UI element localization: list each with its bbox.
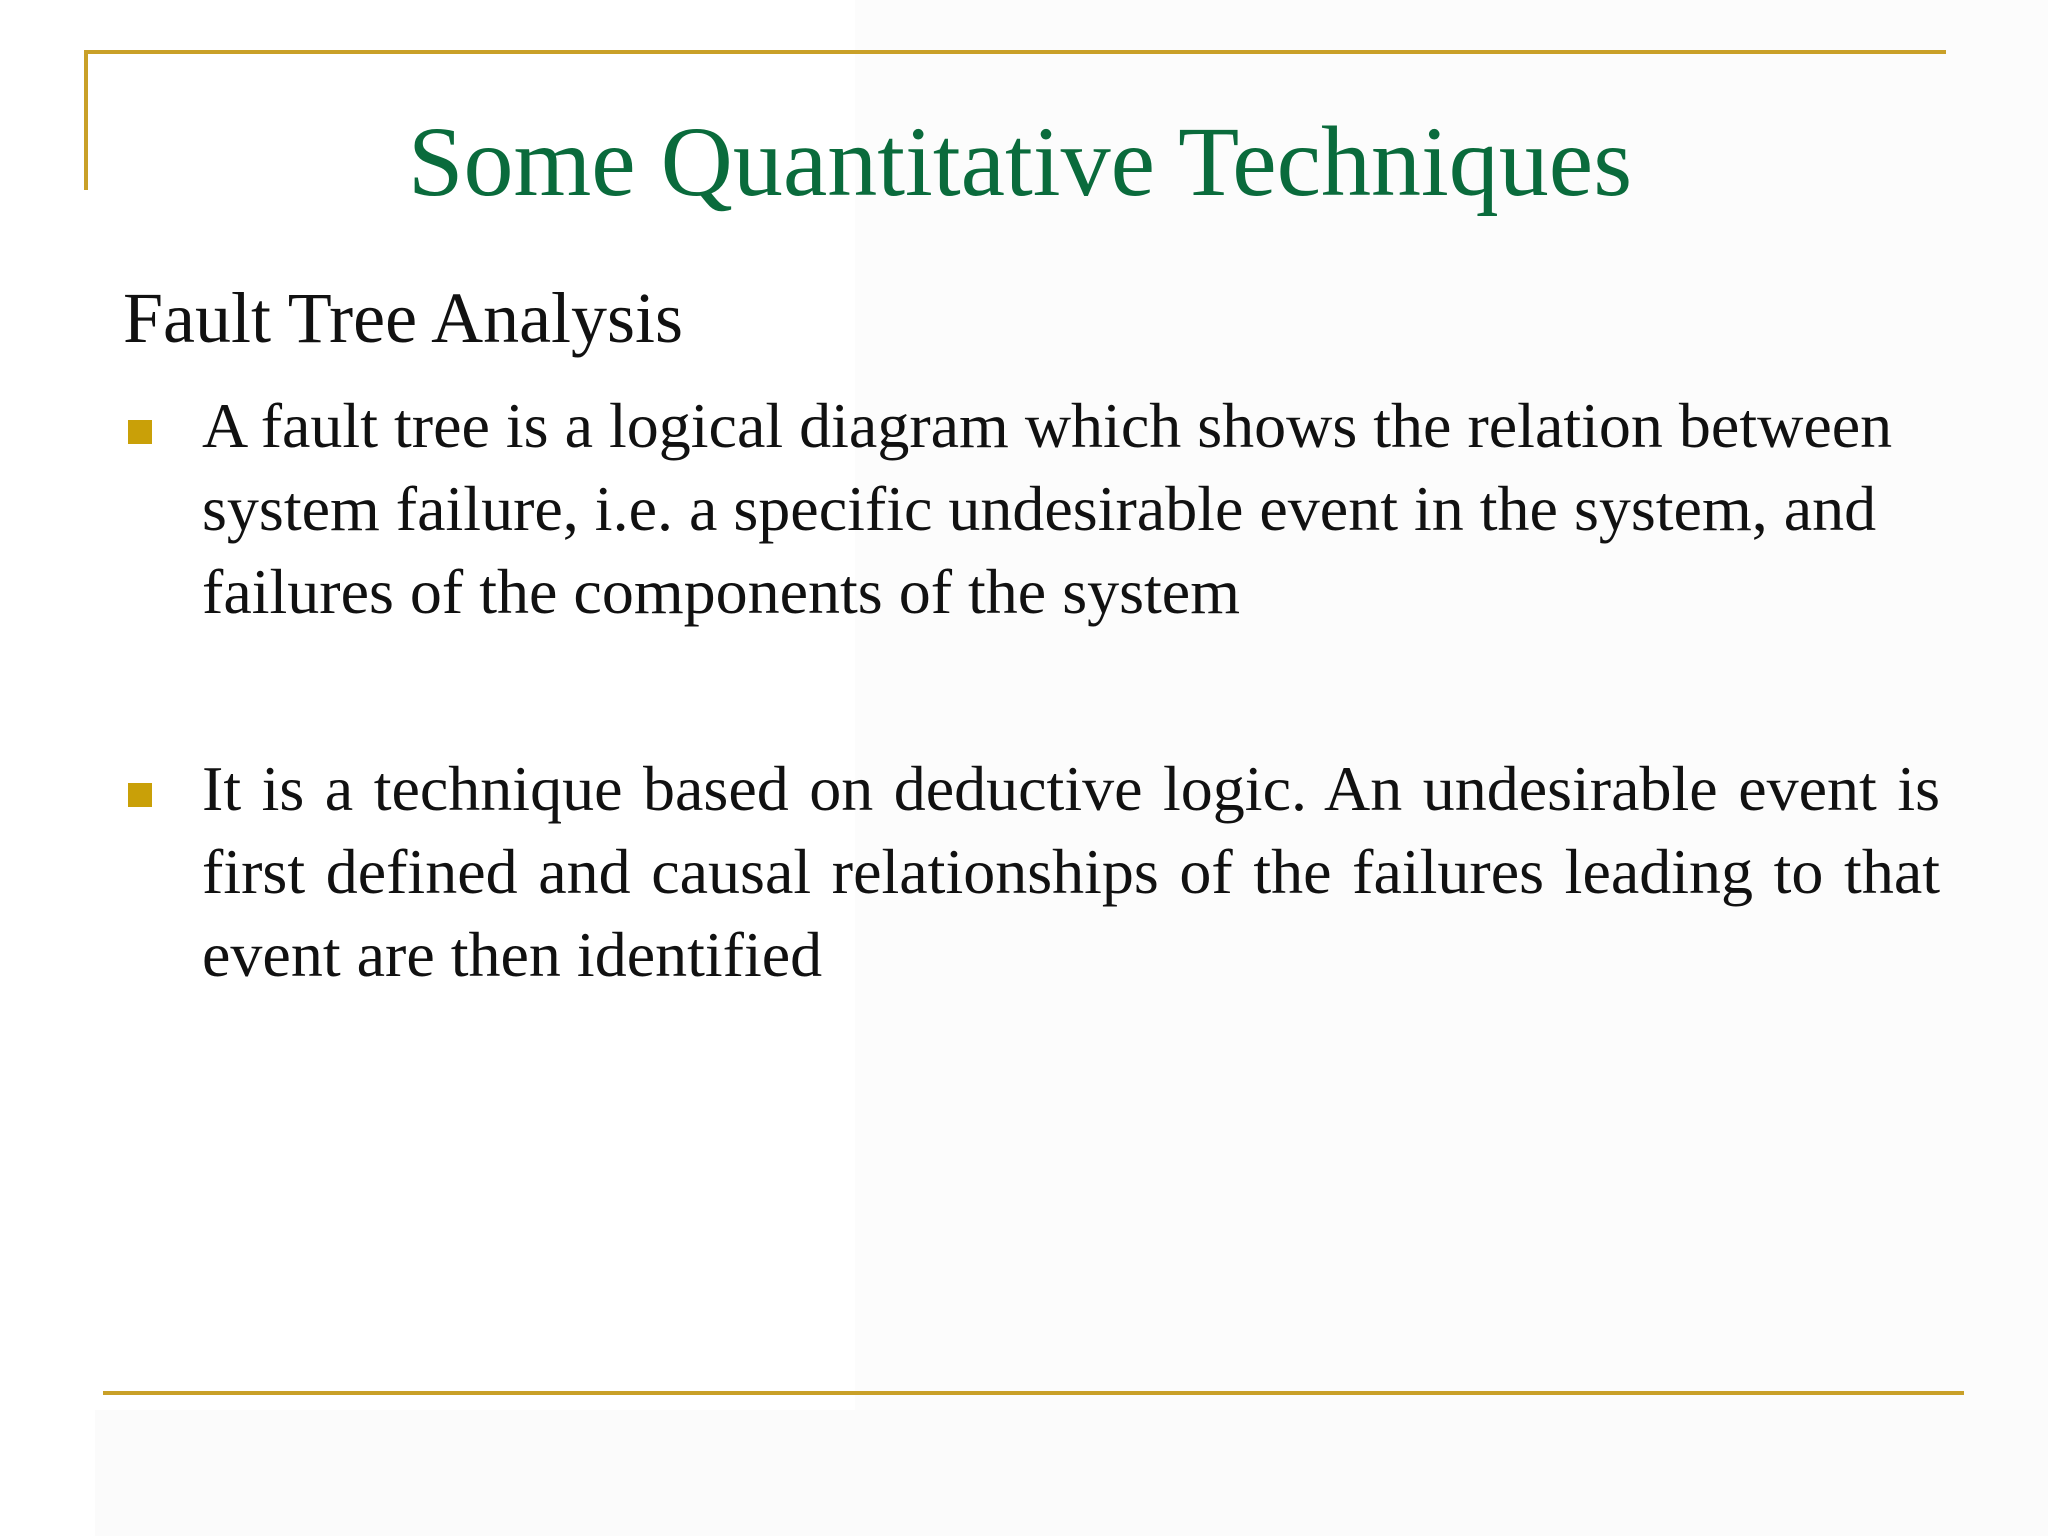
top-accent-line — [84, 50, 1946, 54]
section-heading: Fault Tree Analysis — [123, 278, 684, 358]
bullet-text: A fault tree is a logical diagram which shows the relation between system failure, i.e. a specific undesirable event in the system, and failures of the components of the system — [202, 390, 1893, 627]
square-bullet-icon — [128, 783, 152, 807]
slide-title: Some Quantitative Techniques — [407, 106, 1633, 217]
bottom-accent-line — [103, 1391, 1964, 1395]
background-shade-footer — [95, 1410, 2048, 1536]
square-bullet-icon — [128, 420, 152, 444]
bullet-text: It is a technique based on deductive logic. An undesirable event is first defined and causal relationships of the failures leading to that event are then identified — [202, 753, 1940, 990]
